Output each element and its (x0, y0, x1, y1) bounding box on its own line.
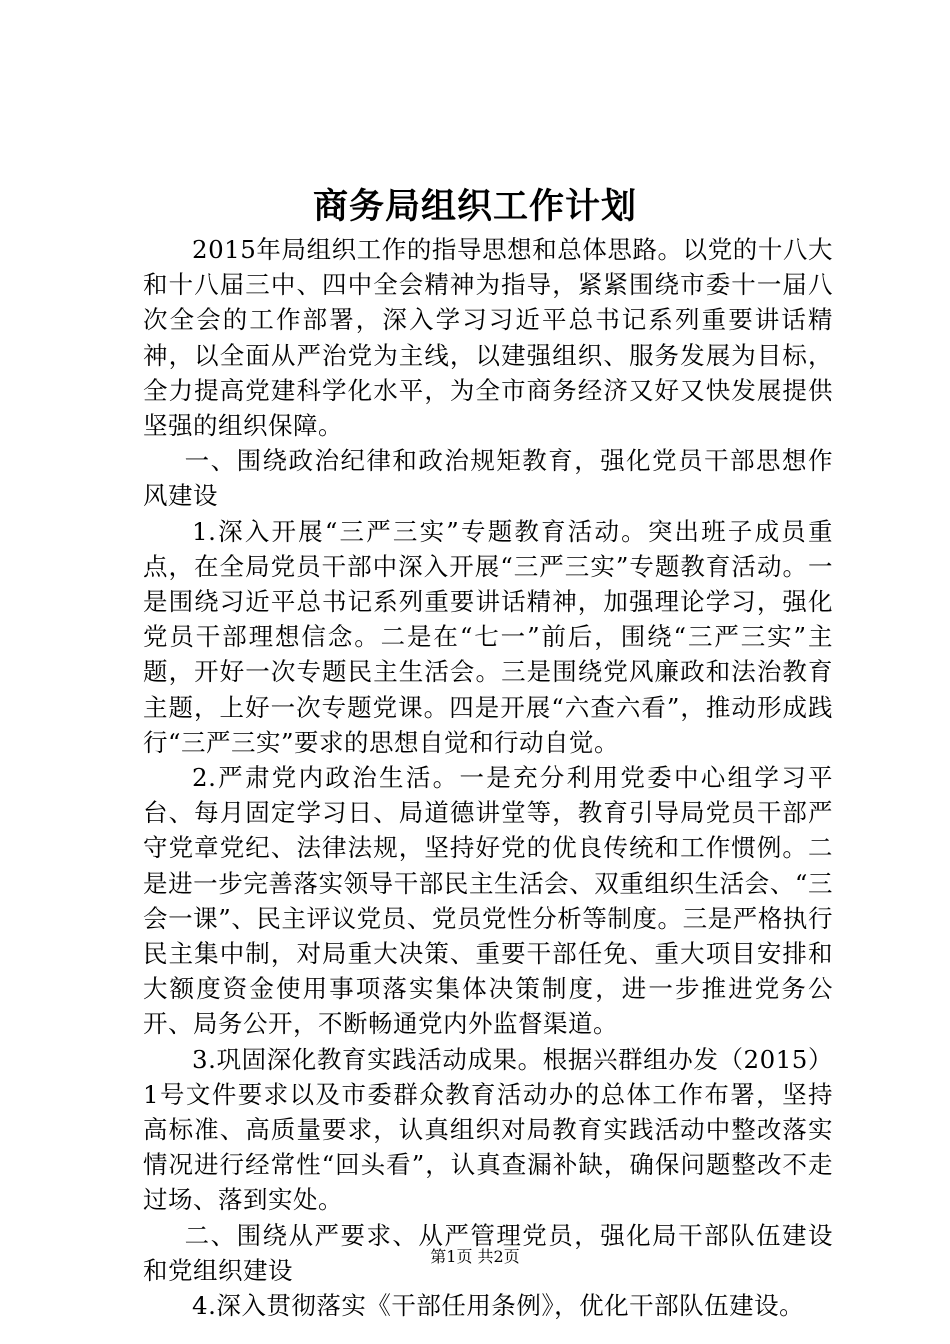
section-heading-2: 二、围绕从严要求、从严管理党员，强化局干部队伍建设和党组织建设 (143, 1220, 833, 1285)
paragraph-item-2: 2.严肃党内政治生活。一是充分利用党委中心组学习平台、每月固定学习日、局道德讲堂等，教育引导局党员干部严守党章党纪、法律法规，坚持好党的优良传统和工作惯例。二是进一步完善落实领导干部民主生活会、双重组织生活会、“三会一课”、民主评议党员、党员党性分析等制度。三是严格执行民主集中制，对局重大决策、重要干部任免、重大项目安排和大额度资金使用事项落实集体决策制度，进一步推进党务公开、局务公开，不断畅通党内外监督渠道。 (143, 763, 833, 1039)
paragraph-item-4: 4.深入贯彻落实《干部任用条例》，优化干部队伍建设。 (192, 1291, 805, 1321)
page-footer: 第1页 共2页 (430, 1247, 520, 1266)
document-title: 商务局组织工作计划 (312, 186, 637, 227)
paragraph-guiding-thought: 2015年局组织工作的指导思想和总体思路。以党的十八大和十八届三中、四中全会精神为指导，紧紧围绕市委十一届八次全会的工作部署，深入学习习近平总书记系列重要讲话精神，以全面从严治党为主线，以建强组织、服务发展为目标，全力提高党建科学化水平，为全市商务经济又好又快发展提供坚强的组织保障。 (143, 235, 833, 441)
section-heading-1: 一、围绕政治纪律和政治规矩教育，强化党员干部思想作风建设 (143, 446, 833, 511)
paragraph-item-1: 1.深入开展“三严三实”专题教育活动。突出班子成员重点，在全局党员干部中深入开展“三严三实”专题教育活动。一是围绕习近平总书记系列重要讲话精神，加强理论学习，强化党员干部理想信念。二是在“七一”前后，围绕“三严三实”主题，开好一次专题民主生活会。三是围绕党风廉政和法治教育主题，上好一次专题党课。四是开展“六查六看”，推动形成践行“三严三实”要求的思想自觉和行动自觉。 (143, 516, 833, 757)
document-body (143, 232, 833, 1323)
paragraph-item-3: 3.巩固深化教育实践活动成果。根据兴群组办发（2015）1号文件要求以及市委群众教育活动办的总体工作布署，坚持高标准、高质量要求，认真组织对局教育实践活动中整改落实情况进行经常性“回头看”，认真查漏补缺，确保问题整改不走过场、落到实处。 (143, 1044, 833, 1215)
